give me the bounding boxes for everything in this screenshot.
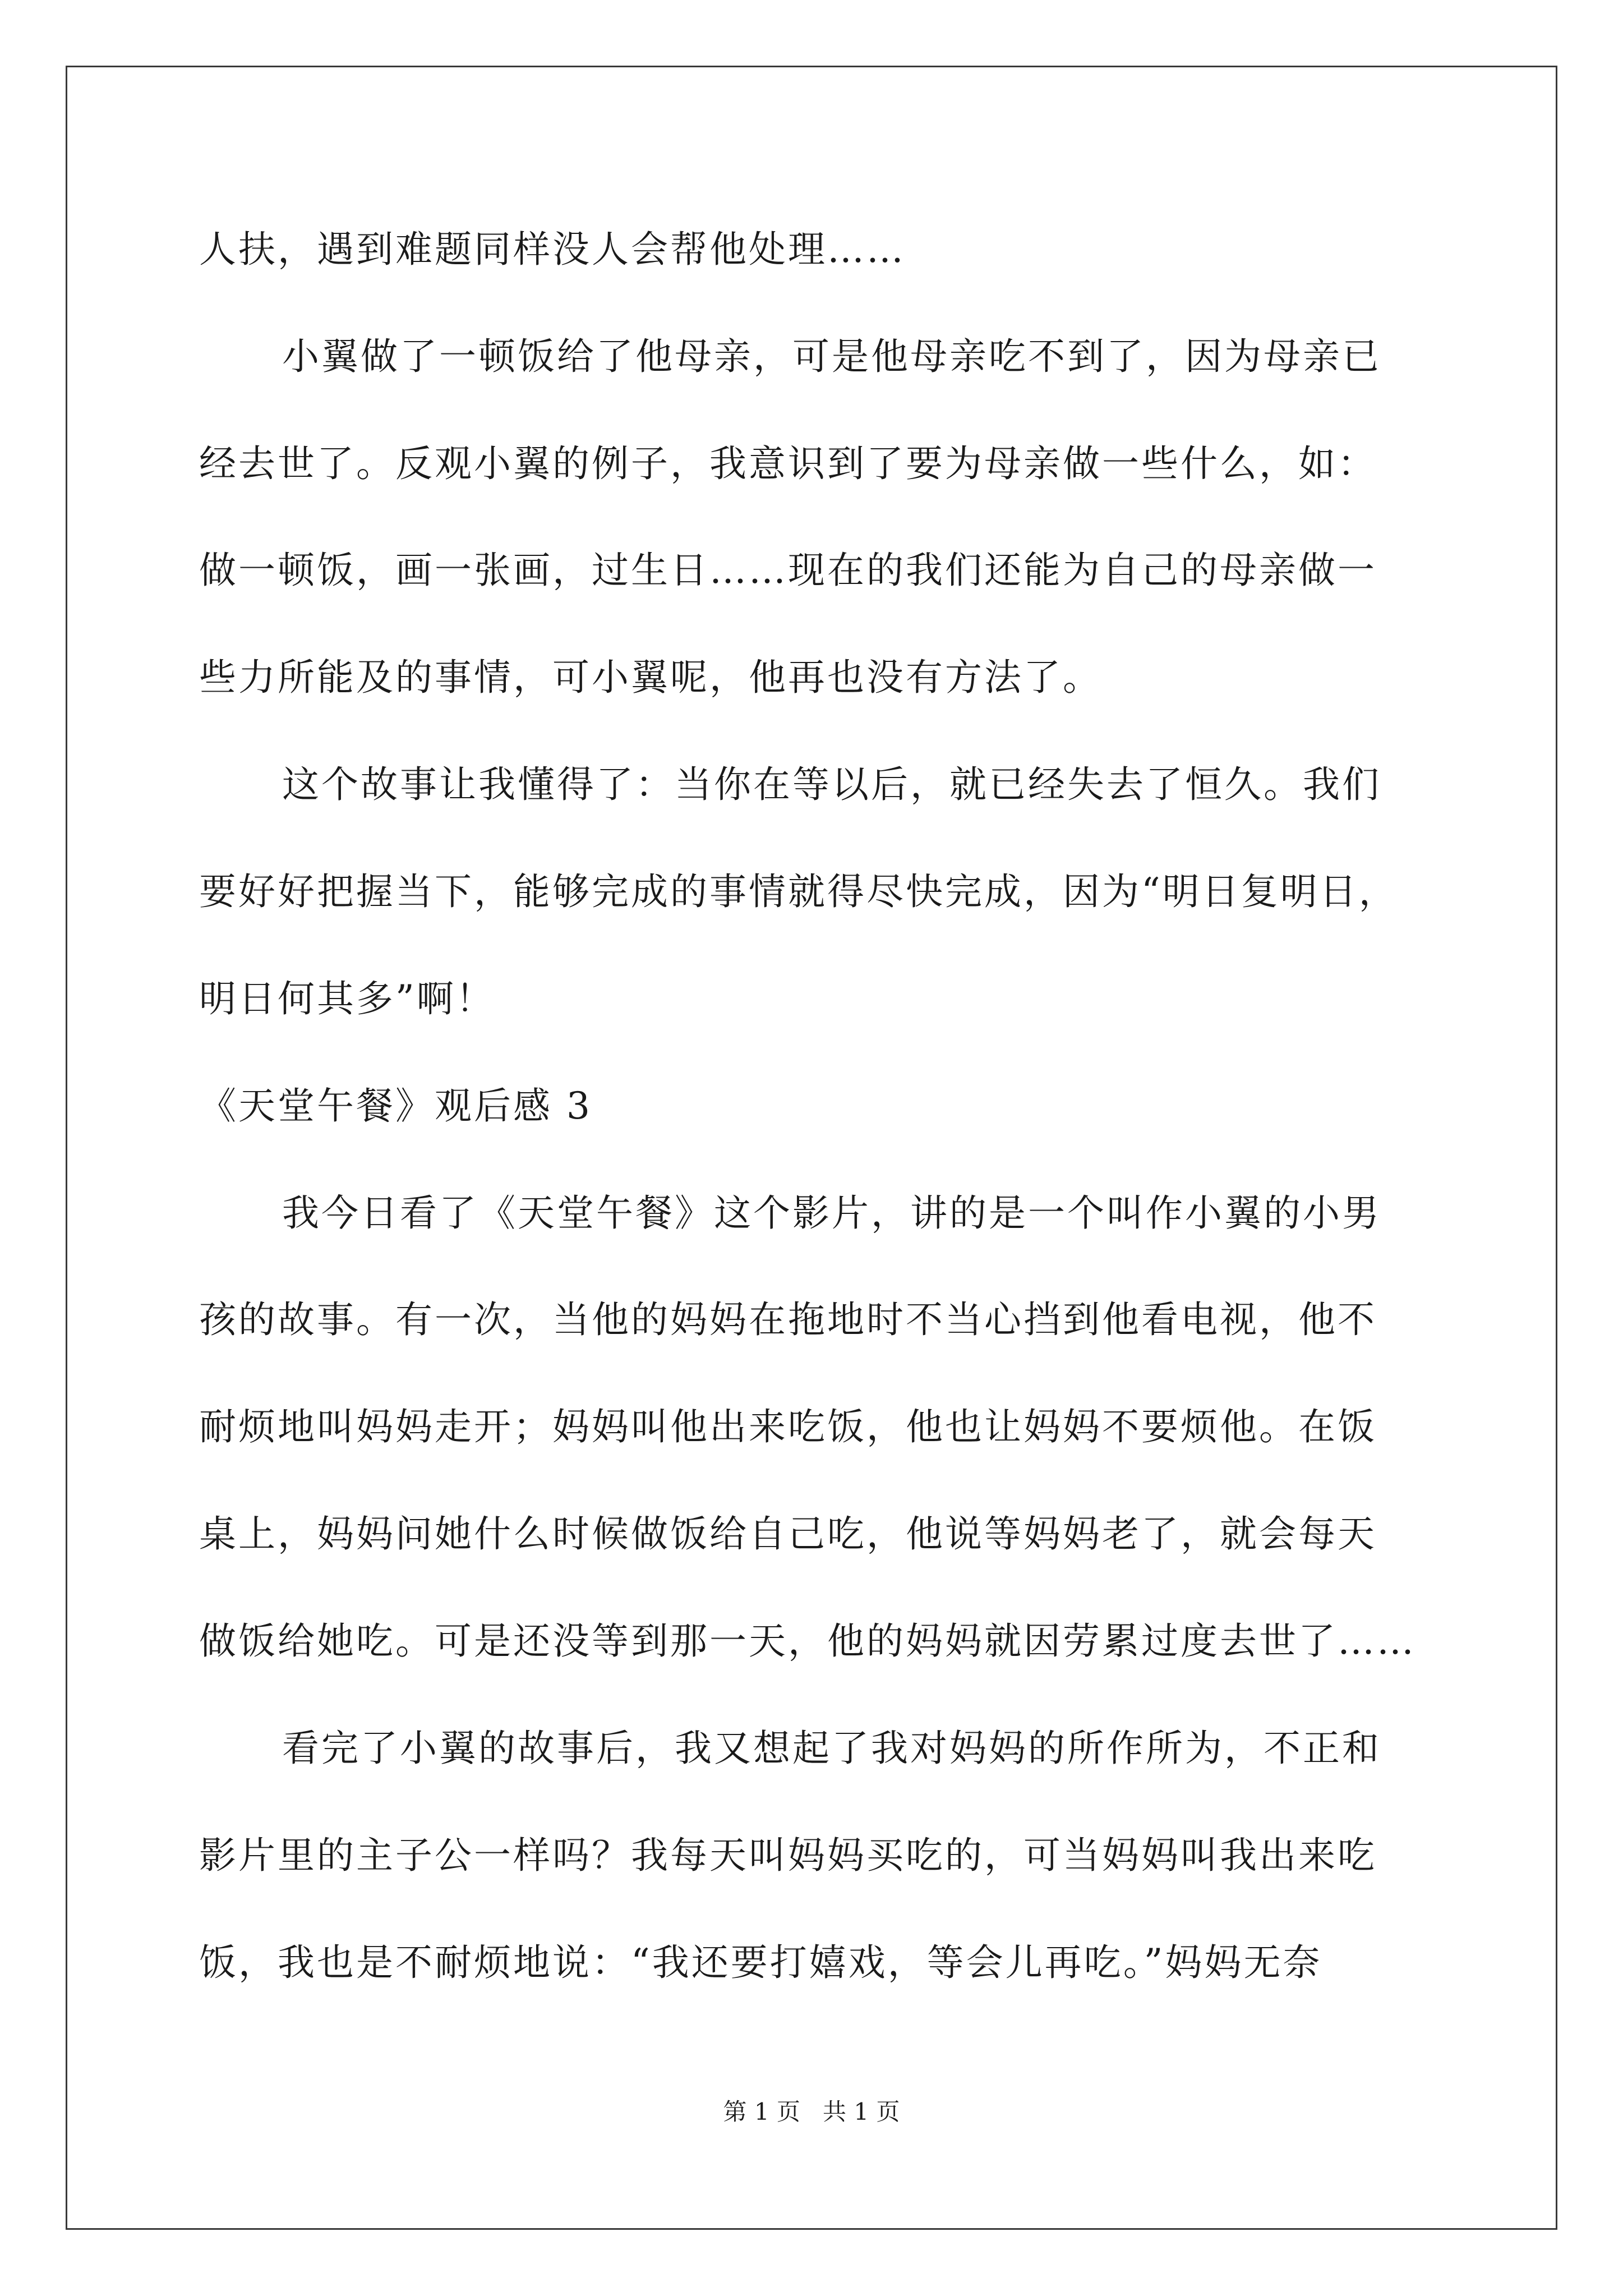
paragraph-start-line: 我今日看了《天堂午餐》这个影片，讲的是一个叫作小翼的小男 (282, 1191, 1381, 1235)
paragraph-start-line: 看完了小翼的故事后，我又想起了我对妈妈的所作所为，不正和 (282, 1727, 1381, 1770)
text-line: 做一顿饭，画一张画，过生日……现在的我们还能为自己的母亲做一 (199, 549, 1377, 592)
text-line: 桌上，妈妈问她什么时候做饭给自己吃，他说等妈妈老了，就会每天 (199, 1512, 1377, 1556)
paragraph-start-line: 这个故事让我懂得了：当你在等以后，就已经失去了恒久。我们 (282, 763, 1381, 806)
text-line: 明日何其多”啊！ (199, 977, 495, 1020)
text-line: 饭，我也是不耐烦地说：“我还要打嬉戏，等会儿再吃。”妈妈无奈 (199, 1941, 1322, 1984)
text-line: 做饭给她吃。可是还没等到那一天，他的妈妈就因劳累过度去世了…… (199, 1619, 1416, 1663)
text-line: 人扶，遇到难题同样没人会帮他处理…… (199, 228, 906, 271)
text-line: 些力所能及的事情，可小翼呢，他再也没有方法了。 (199, 656, 1102, 699)
text-line: 影片里的主子公一样吗？我每天叫妈妈买吃的，可当妈妈叫我出来吃 (199, 1834, 1377, 1877)
section-heading: 《天堂午餐》观后感 3 (199, 1084, 592, 1128)
page-footer: 第 1 页 共 1 页 (723, 2098, 900, 2125)
text-line: 要好好把握当下，能够完成的事情就得尽快完成，因为“明日复明日， (199, 870, 1398, 913)
text-line: 孩的故事。有一次，当他的妈妈在拖地时不当心挡到他看电视，他不 (199, 1298, 1377, 1341)
paragraph-start-line: 小翼做了一顿饭给了他母亲，可是他母亲吃不到了，因为母亲已 (282, 335, 1381, 378)
text-line: 耐烦地叫妈妈走开；妈妈叫他出来吃饭，他也让妈妈不要烦他。在饭 (199, 1405, 1377, 1448)
page-border (66, 66, 1557, 2230)
text-line: 经去世了。反观小翼的例子，我意识到了要为母亲做一些什么，如： (199, 442, 1377, 485)
